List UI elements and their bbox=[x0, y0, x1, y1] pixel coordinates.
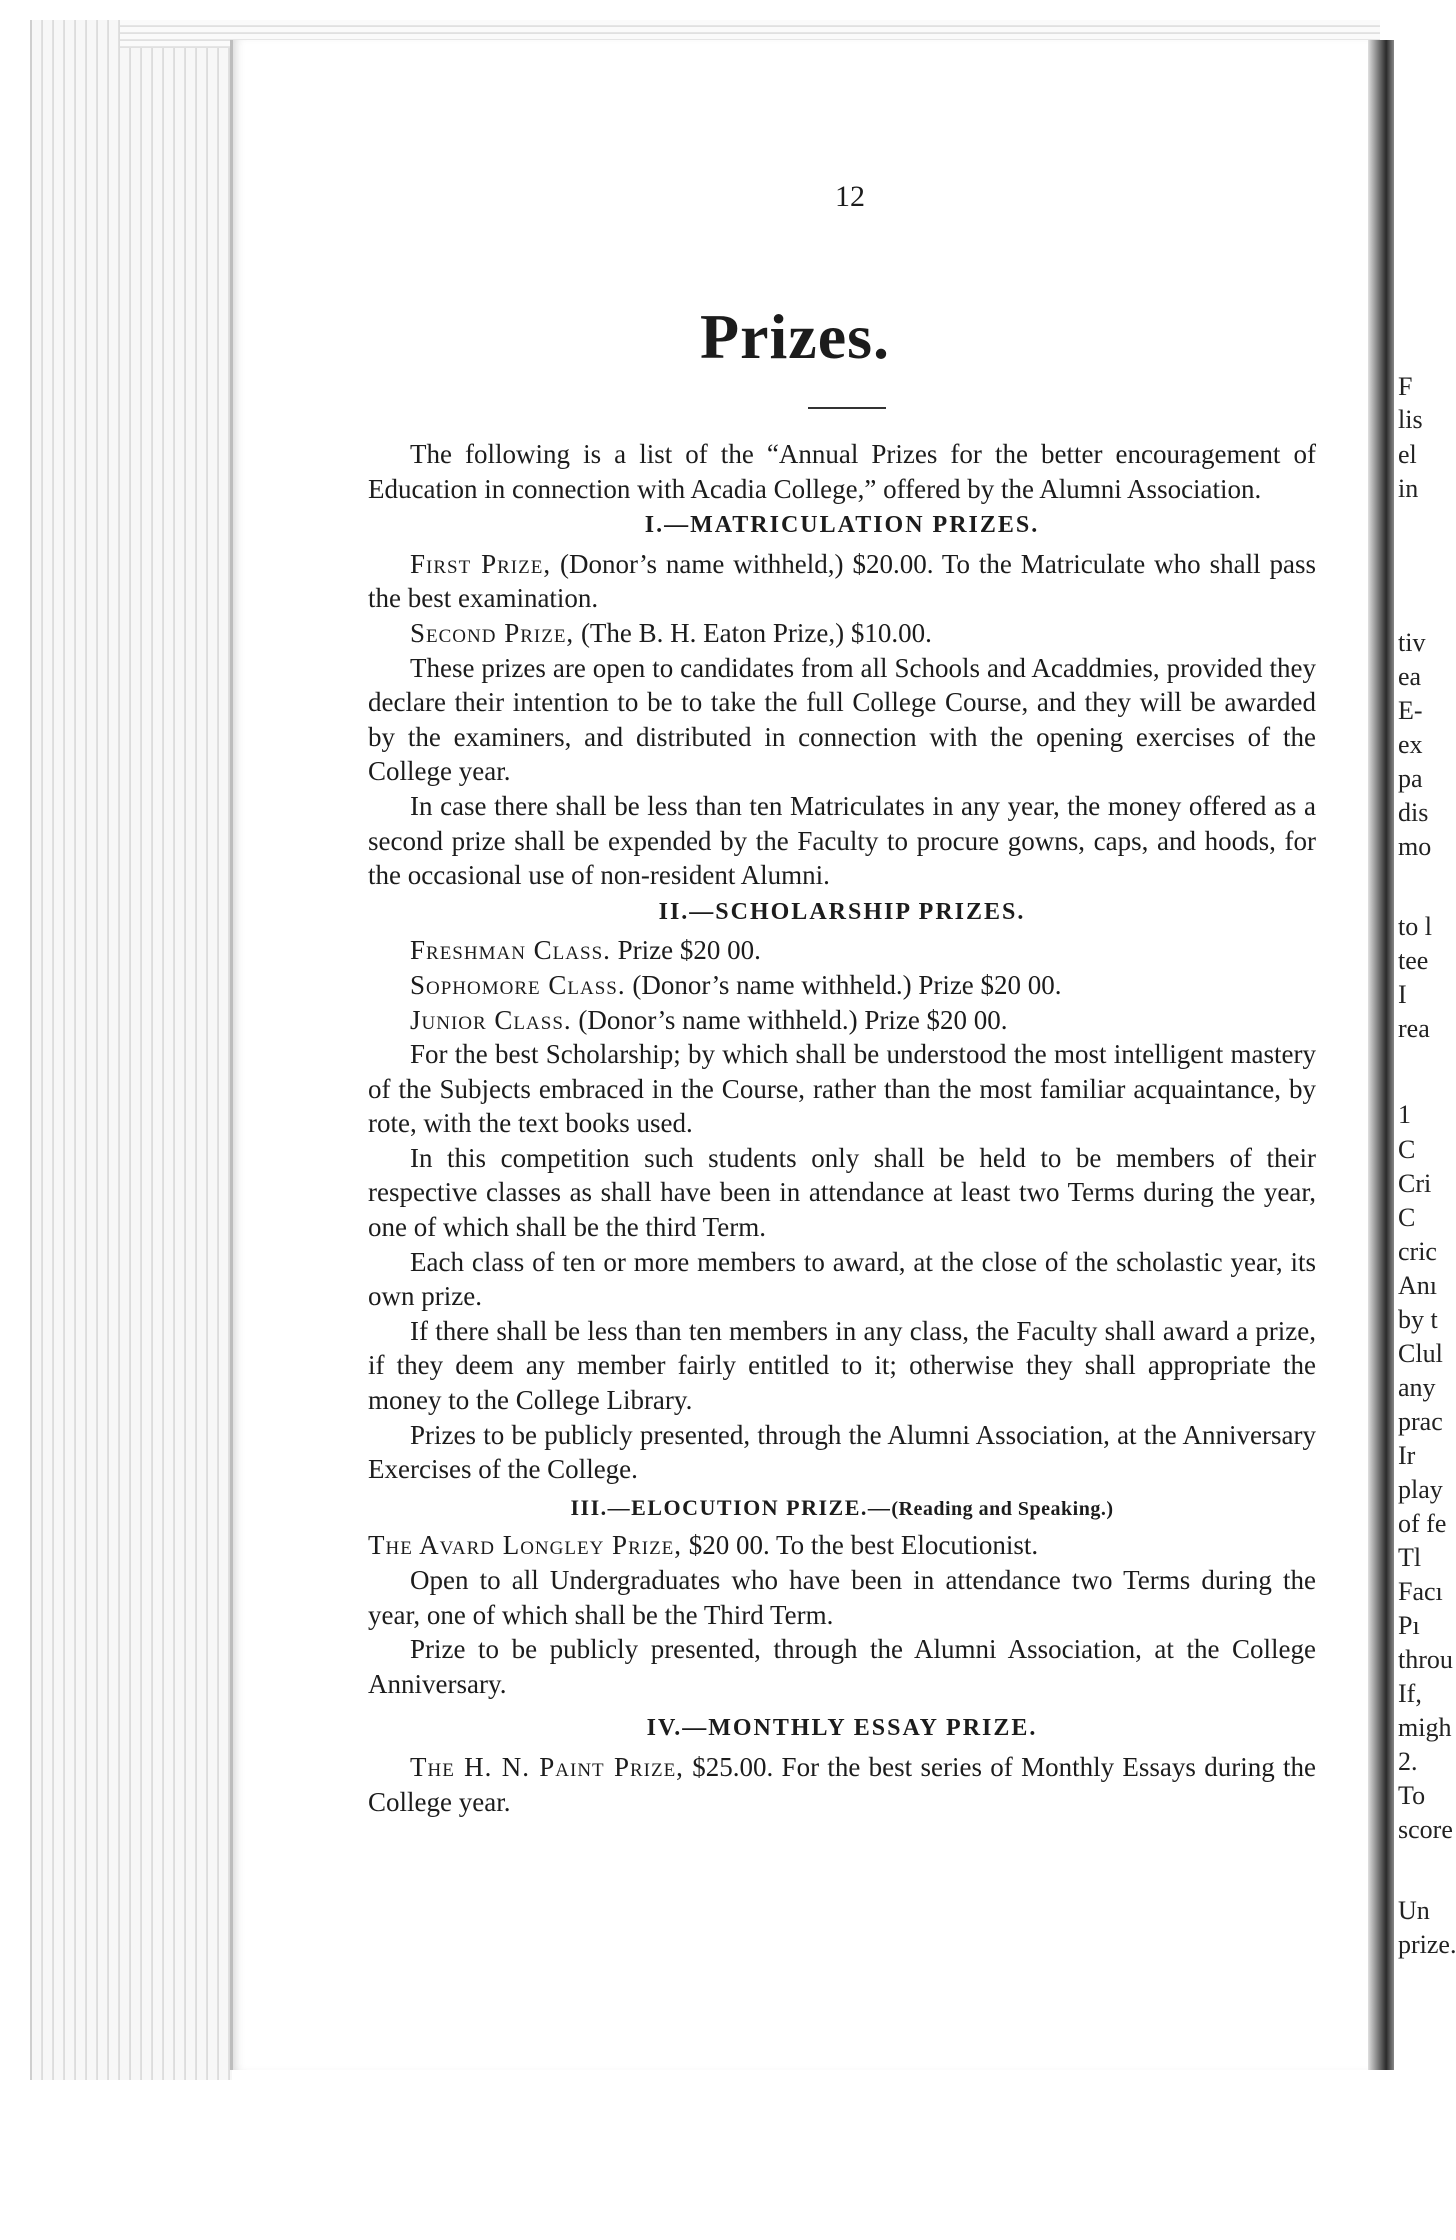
facing-page-fragment: in bbox=[1398, 474, 1419, 503]
facing-page-fragment: dis bbox=[1398, 798, 1429, 827]
facing-page-fragment: rea bbox=[1398, 1014, 1430, 1043]
facing-page-fragment: pa bbox=[1398, 764, 1423, 793]
facing-page-fragment: ex bbox=[1398, 730, 1423, 759]
elocution-paragraph-1: Open to all Undergraduates who have been in attendance two Terms during the year, one of which shall be the Third Term. bbox=[368, 1565, 1316, 1630]
scholarship-paragraph-5: Prizes to be publicly presented, through the Alumni Association, at the Anniversary Exercises of the College. bbox=[368, 1419, 1316, 1485]
matriculation-heading: I.—MATRICULATION PRIZES. bbox=[644, 512, 1040, 539]
facing-page-fragment: Anı bbox=[1398, 1271, 1437, 1300]
facing-page-fragment: Tl bbox=[1398, 1543, 1422, 1572]
elocution-heading-main: III.—ELOCUTION PRIZE.— bbox=[570, 1494, 892, 1520]
facing-page-fragment: prac bbox=[1398, 1407, 1443, 1436]
facing-page-fragment: Ir bbox=[1398, 1441, 1416, 1470]
facing-page-fragment: tee bbox=[1398, 946, 1429, 975]
matriculation-paragraph-2: In case there shall be less than ten Matriculates in any year, the money offered as a second prize shall be expended by the Faculty to procure gowns, caps, and hoods, for the occasional use of non-resident Alumni. bbox=[368, 790, 1316, 891]
freshman-entry bbox=[368, 933, 1316, 968]
page-title: Prizes. bbox=[700, 301, 890, 372]
facing-page-fragment: If, bbox=[1398, 1679, 1422, 1708]
sophomore-text: (Donor’s name withheld.) Prize $20 00. bbox=[625, 969, 1062, 1000]
elocution-heading-sub: (Reading and Speaking.) bbox=[891, 1497, 1114, 1520]
facing-page-fragment: C bbox=[1398, 1203, 1416, 1232]
facing-page-fragment: F bbox=[1398, 372, 1413, 401]
first-prize-entry bbox=[368, 547, 1316, 616]
facing-page-fragment: by t bbox=[1398, 1305, 1438, 1334]
junior-label: Junior Class. bbox=[410, 1004, 572, 1035]
elocution-heading bbox=[368, 1491, 1316, 1527]
facing-page-fragment: of fe bbox=[1398, 1509, 1447, 1538]
book-gutter bbox=[1368, 40, 1394, 2070]
facing-page-fragment: mo bbox=[1398, 832, 1432, 861]
longley-prize-text: $20 00. To the best Elocutionist. bbox=[682, 1530, 1039, 1561]
facing-page-fragment: lis bbox=[1398, 405, 1423, 434]
second-prize-label: Second Prize, bbox=[410, 617, 575, 648]
paint-prize-entry bbox=[368, 1750, 1316, 1819]
freshman-label: Freshman Class. bbox=[410, 935, 611, 966]
facing-page-fragment: prize. bbox=[1398, 1930, 1456, 1959]
facing-page bbox=[1394, 40, 1456, 2070]
scholarship-paragraph-3: Each class of ten or more members to award, at the close of the scholastic year, its own prize. bbox=[368, 1246, 1316, 1312]
facing-page-fragment: el bbox=[1398, 440, 1417, 469]
sophomore-label: Sophomore Class. bbox=[410, 969, 626, 1000]
facing-page-fragment: to l bbox=[1398, 912, 1432, 941]
paint-prize-text: $25.00. For the best series of Monthly Essays during the College year. bbox=[368, 1751, 1316, 1817]
facing-page-fragment: Clul bbox=[1398, 1339, 1443, 1368]
intro-paragraph: The following is a list of the “Annual Prizes for the better encouragement of Education in connection with Acadia College,” offered by the Alumni Association. bbox=[368, 439, 1316, 504]
title-rule bbox=[808, 407, 886, 409]
facing-page-fragment: cric bbox=[1398, 1237, 1437, 1266]
facing-page-fragment: ea bbox=[1398, 662, 1422, 691]
facing-page-fragment: any bbox=[1398, 1373, 1436, 1402]
scholarship-paragraph-1: For the best Scholarship; by which shall be understood the most intelligent mastery of the Subjects embraced in the Course, rather than the most familiar acquaintance, by rote, with the text books used. bbox=[368, 1039, 1316, 1139]
second-prize-entry bbox=[368, 616, 1316, 651]
freshman-text: Prize $20 00. bbox=[610, 935, 761, 966]
page-number: 12 bbox=[835, 180, 865, 213]
facing-page-fragment: C bbox=[1398, 1135, 1416, 1164]
facing-page-fragment: Cri bbox=[1398, 1169, 1432, 1198]
scholarship-paragraph-4: If there shall be less than ten members in any class, the Faculty shall award a prize, if they deem any member fairly entitled to it; otherwise they shall appropriate the money to the College Library. bbox=[368, 1315, 1316, 1416]
scholarship-heading: II.—SCHOLARSHIP PRIZES. bbox=[658, 898, 1026, 925]
facing-page-fragment: I bbox=[1398, 980, 1407, 1009]
first-prize-label: First Prize, bbox=[410, 548, 552, 579]
facing-page-fragment: throu bbox=[1398, 1645, 1453, 1674]
longley-prize-entry bbox=[368, 1528, 1316, 1563]
book-page-edges bbox=[30, 20, 232, 2080]
elocution-paragraph-2: Prize to be publicly presented, through the Alumni Association, at the College Anniversary. bbox=[368, 1634, 1316, 1699]
scholarship-paragraph-2: In this competition such students only shall be held to be members of their respective classes as shall have been in attendance at least two Terms during the year, one of which shall be the third Term. bbox=[368, 1142, 1316, 1243]
facing-page-fragment: score bbox=[1398, 1815, 1453, 1844]
facing-page-fragment: 2. bbox=[1398, 1747, 1418, 1776]
facing-page-fragment: Pı bbox=[1398, 1611, 1420, 1640]
facing-page-fragment: 1 bbox=[1398, 1100, 1411, 1129]
second-prize-text: (The B. H. Eaton Prize,) $10.00. bbox=[574, 617, 932, 648]
longley-prize-label: The Avard Longley Prize, bbox=[368, 1530, 683, 1561]
section-gap bbox=[368, 1701, 1316, 1709]
matriculation-paragraph-1: These prizes are open to candidates from all Schools and Acaddmies, provided they declare their intention to be to take the full College Course, and they will be awarded by the examiners, and distributed in connection with the opening exercises of the College year. bbox=[368, 652, 1316, 787]
paint-prize-label: The H. N. Paint Prize, bbox=[410, 1751, 684, 1782]
facing-page-fragment: Facı bbox=[1398, 1577, 1443, 1606]
facing-page-fragment: tiv bbox=[1398, 628, 1426, 657]
facing-page-fragment: E- bbox=[1398, 696, 1423, 725]
essay-heading: IV.—MONTHLY ESSAY PRIZE. bbox=[646, 1715, 1038, 1742]
junior-entry bbox=[368, 1003, 1316, 1038]
prize-list bbox=[368, 437, 1316, 1819]
junior-text: (Donor’s name withheld.) Prize $20 00. bbox=[571, 1004, 1008, 1035]
facing-page-fragment: To bbox=[1398, 1781, 1426, 1810]
sophomore-entry bbox=[368, 968, 1316, 1003]
facing-page-fragment: Un bbox=[1398, 1896, 1430, 1925]
facing-page-fragment: play bbox=[1398, 1475, 1443, 1504]
first-prize-text: (Donor’s name withheld,) $20.00. To the Matriculate who shall pass the best examination. bbox=[368, 548, 1316, 614]
facing-page-fragment: migh bbox=[1398, 1713, 1452, 1742]
